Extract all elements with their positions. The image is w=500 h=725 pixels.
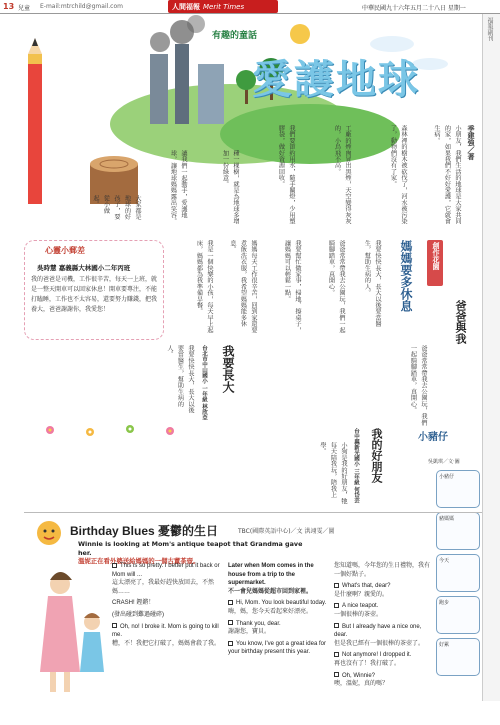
heart-mail-author (37, 263, 157, 272)
feature-col-6: 讓我們一起動手，愛護地球，讓地球媽媽露出笑容。 (169, 150, 187, 225)
line-zh: 鏗鏘！ (136, 600, 155, 607)
line-en: What's that, dear? (342, 583, 391, 590)
speaker-marker (228, 600, 233, 605)
comic-panel: 豬媽媽 (436, 512, 480, 550)
good-friend-text: 小狗是我的好朋友，牠每天陪我玩，陪我上學。 (319, 442, 347, 504)
speaker-marker (334, 672, 339, 677)
dialogue-col-3 (334, 562, 432, 692)
line-en: Thank you, dear. (236, 620, 281, 627)
speaker-marker (334, 623, 339, 628)
story-title-mom-rest: 媽媽要多休息 (399, 240, 413, 312)
grow-up-text: 我要快快長大，長大以後要當醫生，幫助生病的人。 (166, 345, 194, 414)
comic-panel: 跑步 (436, 596, 480, 634)
line-en: CRASH! (112, 600, 135, 607)
comic-author: 吳凱琪／文‧圖 (428, 459, 460, 465)
email-link[interactable]: E-mail:mtrchild@gmail.com (40, 3, 123, 10)
feature-col-4: 我們要節約用水，隨手關燈，少用塑膠袋，做好資源回收。 (277, 125, 295, 225)
comic-panel: 今天 (436, 554, 480, 592)
feature-title: 愛護地球 (252, 56, 420, 103)
feature-kicker: 有趣的童話 (212, 31, 258, 41)
author-name: 吳時慧 (37, 264, 57, 272)
publish-date: 中華民國九十六年五月二十八日 星期一 (362, 5, 466, 12)
winnie-mom-illustration (30, 562, 110, 698)
create-garden-badge: 創作花園 (427, 240, 443, 286)
line-zh: 這太漂亮了，我最好趕快放回去，不然媽…… (112, 580, 215, 595)
line-zh: 但是我已經有一個很棒的茶壺了。 (334, 640, 425, 647)
line-zh: 謝謝您，寶貝。 (228, 629, 271, 636)
mid-col-1: 我是一個快樂的小孩，每天早上起床，媽媽都為我準備早餐。 (195, 240, 213, 333)
flower-decoration (30, 420, 230, 440)
mid-col-5: 我要快快長大，長大以後要當醫生，幫助生病的人。 (363, 240, 381, 327)
line-en: A nice teapot. (342, 603, 379, 610)
masthead-en: Merit Times (203, 3, 245, 11)
heart-mail-tag: 心靈小郵差 (45, 246, 85, 255)
masthead-logo (168, 0, 278, 13)
line-en: Not anymore! I dropped it. (342, 652, 412, 659)
line-en: This is so pretty. I better put it back or Mom will ... (112, 563, 220, 578)
winnie-figure-icon (80, 613, 104, 672)
dialogue-col-2 (228, 562, 328, 660)
page-number: 13 (3, 2, 15, 11)
feature-col-1: 小朋友，我們生活的地球是大家共同的家，如果我們不好好愛護，它就會生病。 (433, 125, 461, 225)
feature-col-7: 大家都是地球的好孩子，要從小做起。 (92, 195, 141, 220)
comic-panel: 好累 (436, 638, 480, 676)
sun-icon (290, 24, 310, 44)
line-zh: 是什麼啊？親愛的。 (334, 591, 389, 598)
story-title-grow-up: 我要長大 (221, 345, 235, 393)
speaker-marker (334, 603, 339, 608)
adjacent-page-strip (482, 14, 500, 701)
speaker-marker (334, 652, 339, 657)
good-friend-author: 台中縣新光國小 三年級 何岱芸 (353, 428, 359, 504)
line-en: Oh, Winnie? (342, 672, 376, 679)
birthday-credit: TBC(國際英語中心)／文 洪翊雯／圖 (238, 528, 335, 535)
line-en: You know, I've got a great idea for your birthday present this year. (228, 640, 326, 656)
comic-title: 小豬仔 (418, 432, 448, 443)
mid-col-4: 爸爸常常帶我去公園玩，我們一起騎腳踏車，真開心。 (327, 240, 345, 333)
feature-col-5: 種一棵樹，就是為地球多增加一份綠意。 (221, 150, 239, 225)
mom-figure-icon (40, 572, 80, 692)
comic-panel: 小豬仔 (436, 470, 480, 508)
mid-col-3: 我要幫忙做家事，掃地、擦桌子，讓媽媽可以輕鬆一點。 (283, 240, 301, 333)
dialogue-col-1 (112, 562, 222, 651)
story-title-good-friend: 我的好朋友 (370, 428, 383, 483)
feature-col-3: 工廠的煙囪冒出黑煙，天空變得灰灰的，小鳥飛不高。 (333, 125, 351, 225)
birthday-mascot-icon (34, 518, 64, 548)
author-school: 嘉義縣大林國小二年丙班 (58, 264, 131, 272)
line-zh: 再也沒有了！我打破了。 (334, 660, 401, 667)
speaker-marker (112, 563, 117, 568)
line-en: Oh, no! I broke it. Mom is going to kill me. (112, 623, 219, 639)
line-zh: 不一會兒媽媽從超市回到家裡。 (228, 588, 313, 595)
heart-mail-body: 我的爸爸是司機，工作很辛苦，每天一上班，就是一整天開車可以回家休息！開車要專注，不能打瞌睡，工作也不太容易，還要努力賺錢，把我養大，爸爸謝謝你，我愛您！ (31, 276, 158, 313)
speaker-marker (228, 641, 233, 646)
section-name: 兒童 (18, 5, 31, 12)
line-zh: 糟，不！我把它打破了，媽媽會殺了我。 (112, 640, 221, 647)
line-zh: 一個很棒的茶壺。 (334, 611, 383, 618)
speaker-marker (228, 620, 233, 625)
dad-me-text: 爸爸常常帶我去公園玩，我們一起騎腳踏車，真開心。 (409, 345, 427, 426)
line-zh: 噢，溫妮，真的嗎？ (334, 681, 389, 688)
line-en: Later when Mom comes in the house from a trip to the supermarket. (228, 563, 314, 587)
feature-col-2: 森林裡的樹木被砍伐了，河水被污染了，動物們沒有了家。 (389, 125, 407, 225)
line-zh: 您知道嗎，今年您的生日禮物，我有一個好點子。 (334, 563, 431, 578)
grow-up-author: 台北市中山國小 一年級 林欣亞 (201, 345, 207, 421)
line-zh: 嗨，媽，您今天看起來好漂亮。 (228, 608, 313, 615)
line-en: (發出碰到難過碰碎) (112, 611, 164, 618)
intro-en: Winnie is looking at Mom's antique teapot that Grandma gave her. (78, 540, 303, 557)
strip-label: 福報副刊 (486, 17, 493, 41)
birthday-title: Birthday Blues 憂鬱的生日 (70, 524, 219, 538)
feature-byline: 季建強／著 (467, 125, 475, 160)
pencil-icon (28, 38, 42, 204)
masthead-cn: 人間福報 (172, 3, 200, 11)
line-en: But I already have a nice one, dear. (334, 623, 422, 639)
speaker-marker (112, 623, 117, 628)
heart-mail-box (24, 240, 164, 340)
story-title-dad-me: 爸爸與我 (454, 300, 467, 344)
mid-col-2: 媽媽每天工作很辛苦，回到家還要煮飯洗衣服，我希望媽媽能多休息。 (229, 240, 257, 333)
line-en: Hi, Mom. You look beautiful today. (236, 600, 327, 607)
flower-icon (46, 425, 174, 436)
speaker-marker (334, 583, 339, 588)
intro-zh: 溫妮正在看外婆送給媽媽的一個古董茶壺。 (78, 557, 200, 566)
